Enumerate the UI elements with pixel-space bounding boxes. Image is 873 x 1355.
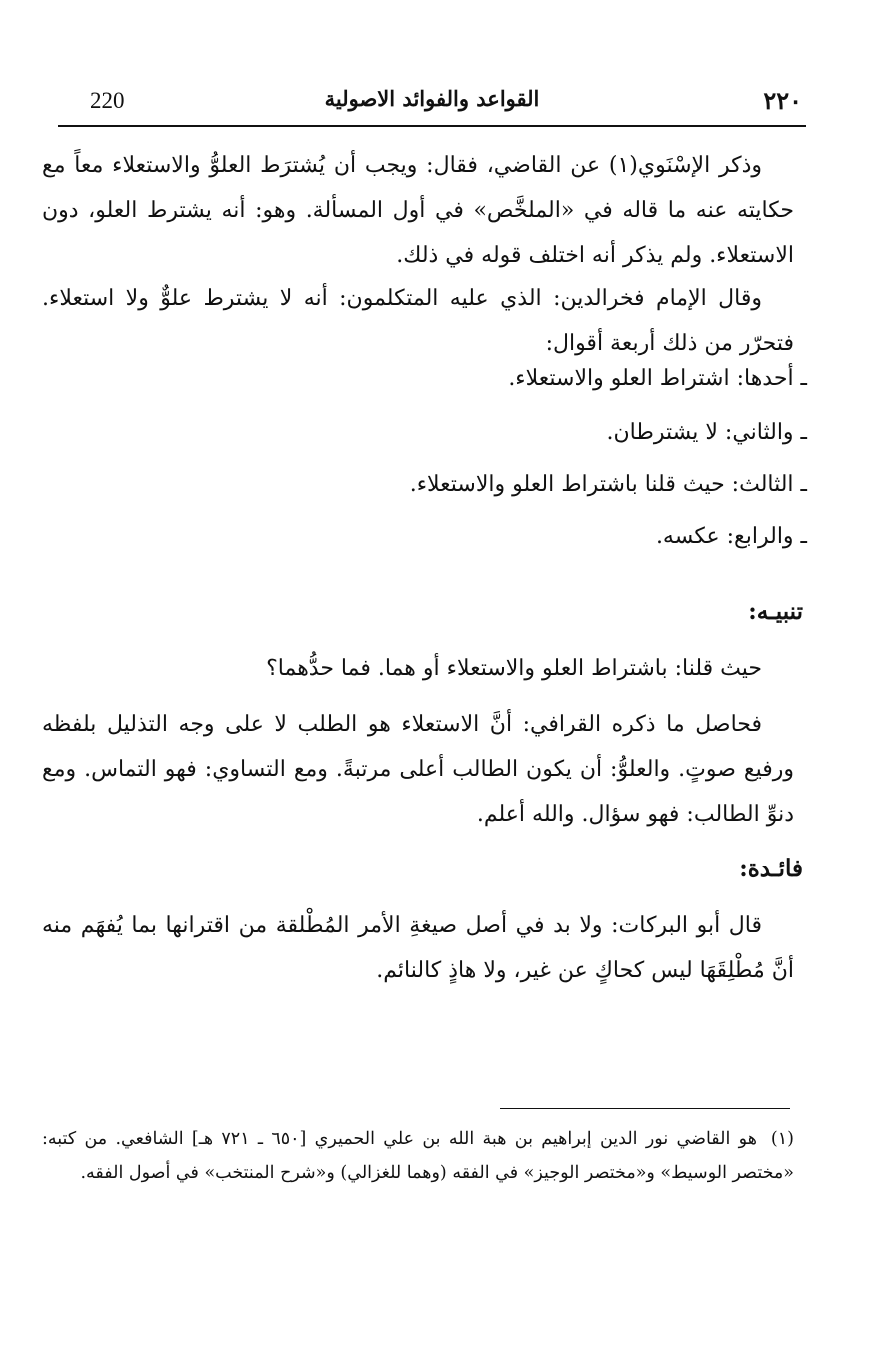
paragraph-1-text: وذكر الإسْنَوي(١) عن القاضي، فقال: ويجب أن يُشترَط العلوُّ والاستعلاء معاً مع حكايته عنه ما قاله في «الملخَّص» في أول المسألة. وهو: أنه يشترط العلو، دون الاستعلاء. ولم يذكر أنه اختلف قوله في ذلك.: [42, 153, 794, 268]
footnote-number: (١): [770, 1129, 794, 1149]
paragraph-4: [42, 702, 794, 837]
paragraph-2-text: وقال الإمام فخرالدين: الذي عليه المتكلمون: أنه لا يشترط علوٌّ ولا استعلاء. فتحرّر من ذلك أربعة أقوال:: [42, 286, 794, 356]
running-title: القواعد والفوائد الاصولية: [324, 86, 540, 111]
list-item: ـ والرابع: عكسه.: [655, 524, 807, 549]
header-rule: [58, 125, 806, 127]
paragraph-3-text: حيث قلنا: باشتراط العلو والاستعلاء أو هما. فما حدُّهما؟: [266, 656, 762, 681]
heading-notice: تنبيـه:: [748, 598, 803, 625]
page-number-arabic: ٢٢٠: [763, 86, 802, 115]
paragraph-1: [42, 143, 794, 278]
page-number-latin: 220: [90, 88, 125, 113]
paragraph-4-text: فحاصل ما ذكره القرافي: أنَّ الاستعلاء هو الطلب لا على وجه التذليل بلفظه ورفيع صوتٍ. والعلوُّ: أن يكون الطالب أعلى مرتبةً. ومع التساوي: فهو التماس. ومع دنوِّ الطالب: فهو سؤال. والله أعلم.: [42, 712, 794, 827]
list-item: ـ أحدها: اشتراط العلو والاستعلاء.: [508, 366, 807, 391]
paragraph-5-text: قال أبو البركات: ولا بد في أصل صيغةِ الأمر المُطْلقة من اقترانها بما يُفهَم منه أنَّ مُطْلِقَهَا ليس كحاكٍ عن غير، ولا هاذٍ كالنائم.: [42, 913, 794, 983]
footnote-text: هو القاضي نور الدين إبراهيم بن هبة الله بن علي الحميري [٦٥٠ ـ ٧٢١ هـ] الشافعي. من كتبه: «مختصر الوسيط» و«مختصر الوجيز» في الفقه (وهما للغزالي) و«شرح المنتخب» في أصول الفقه.: [42, 1129, 794, 1183]
paragraph-3: [42, 646, 794, 691]
paragraph-5: [42, 903, 794, 993]
page-header: [58, 84, 806, 126]
heading-benefit: فائـدة:: [739, 855, 803, 882]
footnote: [42, 1122, 794, 1190]
list-item: ـ الثالث: حيث قلنا باشتراط العلو والاستعلاء.: [409, 472, 807, 497]
paragraph-2: [42, 276, 794, 366]
list-item: ـ والثاني: لا يشترطان.: [606, 420, 807, 445]
footnote-rule: [500, 1108, 790, 1109]
